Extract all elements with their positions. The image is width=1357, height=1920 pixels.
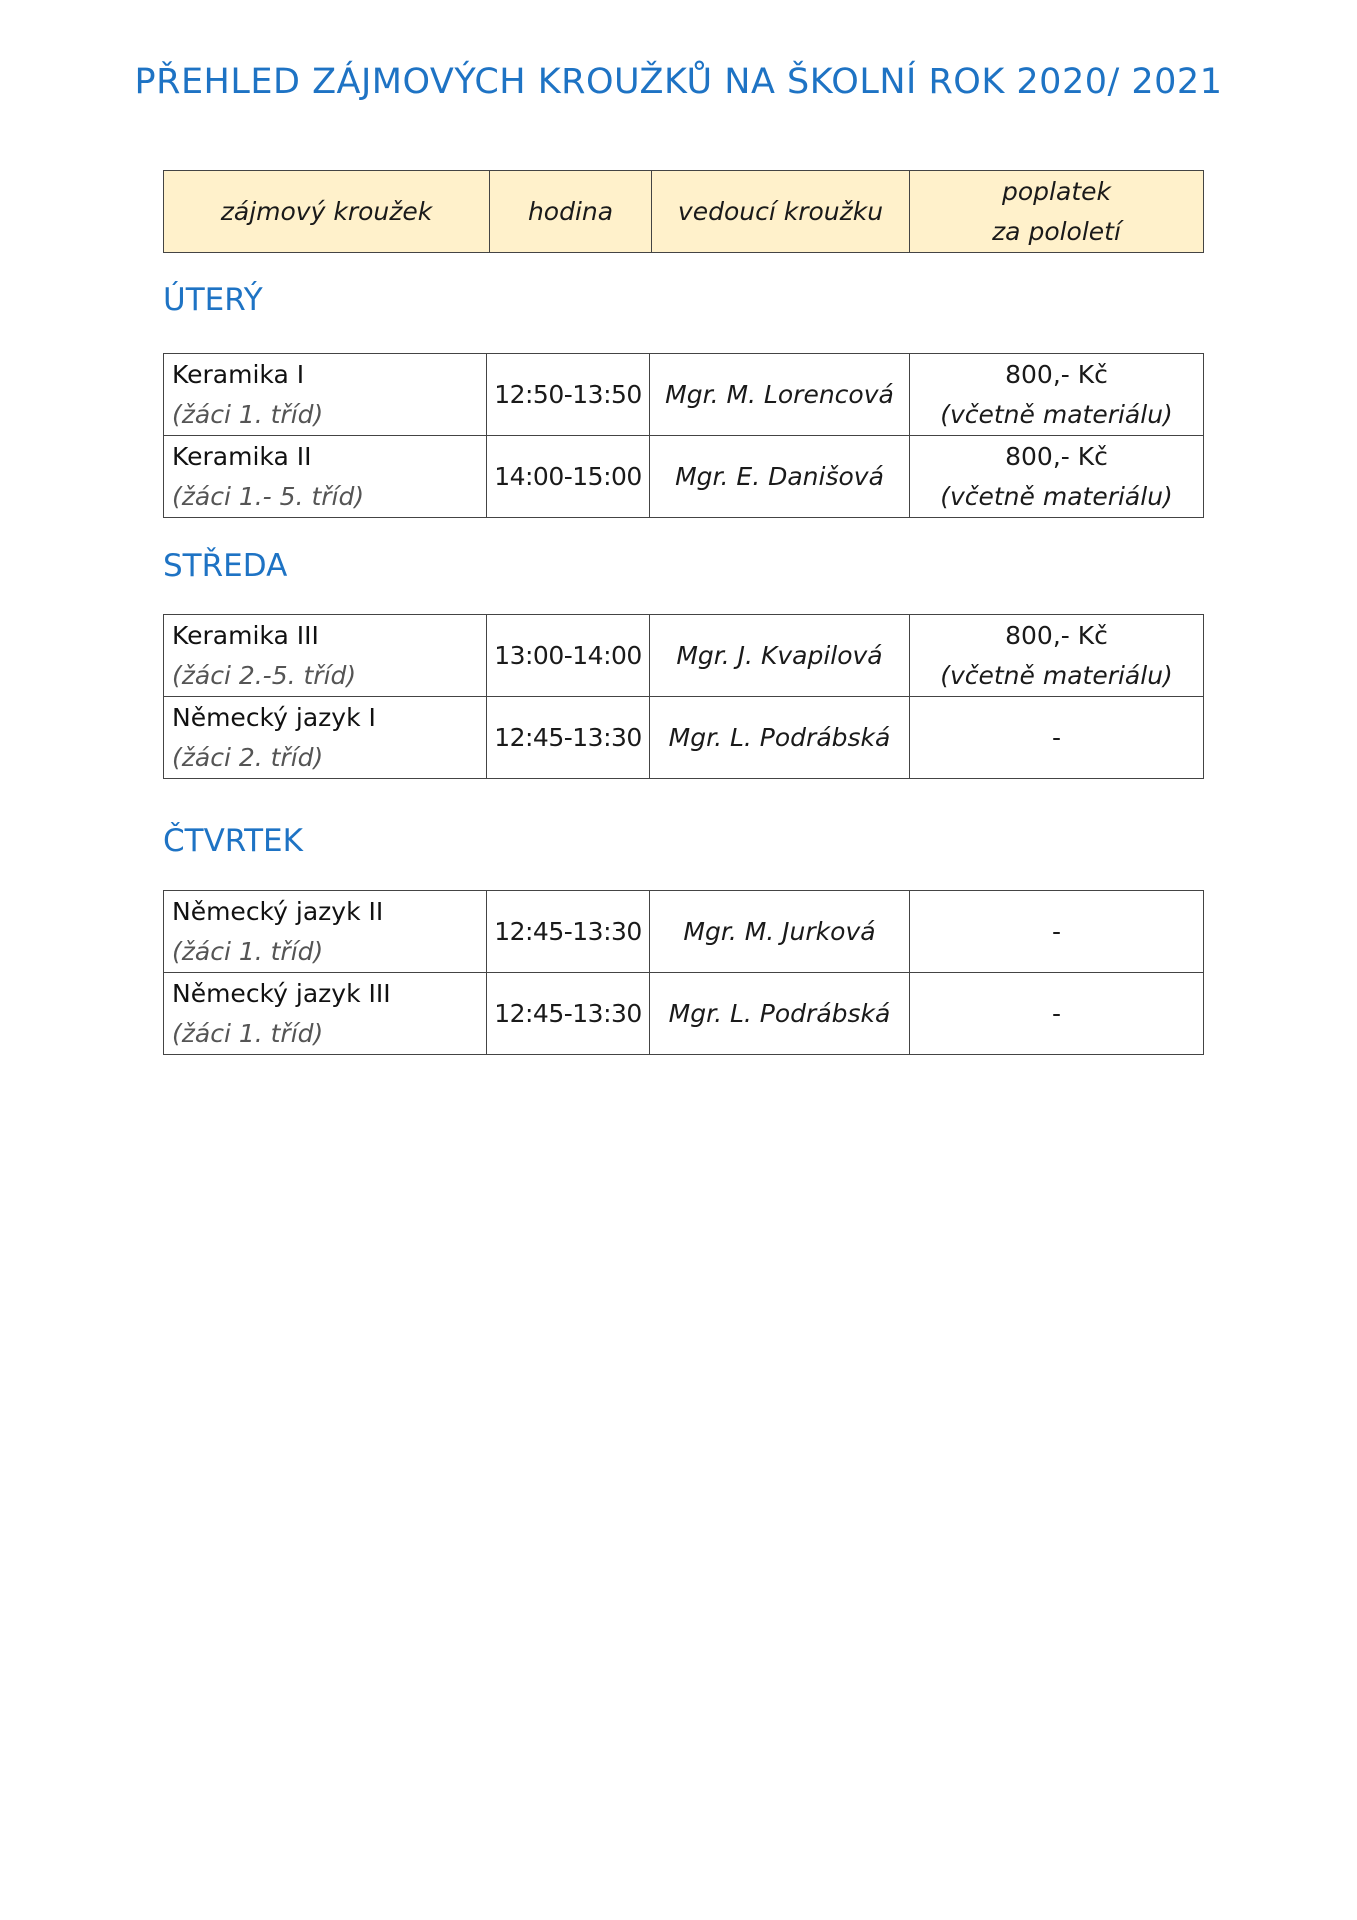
circle-name: Keramika I bbox=[172, 359, 305, 389]
leader-cell: Mgr. J. Kvapilová bbox=[650, 615, 910, 697]
circle-cell bbox=[164, 436, 487, 518]
header-fee bbox=[910, 171, 1204, 253]
time-cell: 12:45-13:30 bbox=[487, 891, 650, 973]
circle-group: (žáci 2.-5. tříd) bbox=[172, 660, 357, 690]
circle-group: (žáci 1. tříd) bbox=[172, 936, 324, 966]
circle-group: (žáci 1.- 5. tříd) bbox=[172, 481, 365, 511]
fee-cell bbox=[910, 973, 1204, 1055]
day-table-tuesday bbox=[163, 353, 1204, 518]
fee-cell bbox=[910, 436, 1204, 518]
fee-amount: - bbox=[1051, 998, 1062, 1028]
fee-note: (včetně materiálu) bbox=[940, 481, 1173, 511]
table-row bbox=[164, 615, 1204, 697]
circle-name: Německý jazyk II bbox=[172, 896, 384, 926]
circle-cell bbox=[164, 891, 487, 973]
leader-cell: Mgr. M. Jurková bbox=[650, 891, 910, 973]
fee-amount: - bbox=[1051, 916, 1062, 946]
header-fee-line1: poplatek bbox=[1002, 176, 1111, 206]
page-title: PŘEHLED ZÁJMOVÝCH KROUŽKŮ NA ŠKOLNÍ ROK 2020/ 2021 bbox=[134, 62, 1223, 102]
table-row bbox=[164, 973, 1204, 1055]
fee-cell bbox=[910, 697, 1204, 779]
header-hour: hodina bbox=[490, 171, 652, 253]
day-title-thursday: ČTVRTEK bbox=[163, 823, 303, 859]
circle-name: Německý jazyk I bbox=[172, 702, 376, 732]
fee-amount: 800,- Kč bbox=[1005, 359, 1108, 389]
fee-amount: - bbox=[1051, 722, 1062, 752]
table-row bbox=[164, 891, 1204, 973]
circle-name: Keramika III bbox=[172, 620, 319, 650]
table-row bbox=[164, 436, 1204, 518]
time-cell: 12:45-13:30 bbox=[487, 973, 650, 1055]
circle-cell bbox=[164, 615, 487, 697]
fee-note: (včetně materiálu) bbox=[940, 399, 1173, 429]
circle-cell bbox=[164, 973, 487, 1055]
time-cell: 13:00-14:00 bbox=[487, 615, 650, 697]
leader-cell: Mgr. L. Podrábská bbox=[650, 973, 910, 1055]
table-row bbox=[164, 697, 1204, 779]
circle-cell bbox=[164, 697, 487, 779]
day-title-tuesday: ÚTERÝ bbox=[163, 282, 263, 318]
leader-cell: Mgr. L. Podrábská bbox=[650, 697, 910, 779]
circle-group: (žáci 1. tříd) bbox=[172, 399, 324, 429]
header-fee-line2: za pololetí bbox=[992, 216, 1121, 246]
day-table-thursday bbox=[163, 890, 1204, 1055]
leader-cell: Mgr. E. Danišová bbox=[650, 436, 910, 518]
circle-group: (žáci 1. tříd) bbox=[172, 1018, 324, 1048]
day-title-wednesday: STŘEDA bbox=[163, 548, 288, 584]
fee-note: (včetně materiálu) bbox=[940, 660, 1173, 690]
header-table bbox=[163, 170, 1204, 253]
time-cell: 12:50-13:50 bbox=[487, 354, 650, 436]
table-row bbox=[164, 354, 1204, 436]
fee-cell bbox=[910, 891, 1204, 973]
day-table-wednesday bbox=[163, 614, 1204, 779]
fee-amount: 800,- Kč bbox=[1005, 620, 1108, 650]
header-row bbox=[164, 171, 1204, 253]
time-cell: 12:45-13:30 bbox=[487, 697, 650, 779]
fee-cell bbox=[910, 615, 1204, 697]
fee-cell bbox=[910, 354, 1204, 436]
circle-group: (žáci 2. tříd) bbox=[172, 742, 324, 772]
fee-amount: 800,- Kč bbox=[1005, 441, 1108, 471]
header-leader: vedoucí kroužku bbox=[652, 171, 910, 253]
circle-name: Německý jazyk III bbox=[172, 978, 391, 1008]
circle-cell bbox=[164, 354, 487, 436]
circle-name: Keramika II bbox=[172, 441, 312, 471]
time-cell: 14:00-15:00 bbox=[487, 436, 650, 518]
leader-cell: Mgr. M. Lorencová bbox=[650, 354, 910, 436]
header-circle: zájmový kroužek bbox=[164, 171, 490, 253]
